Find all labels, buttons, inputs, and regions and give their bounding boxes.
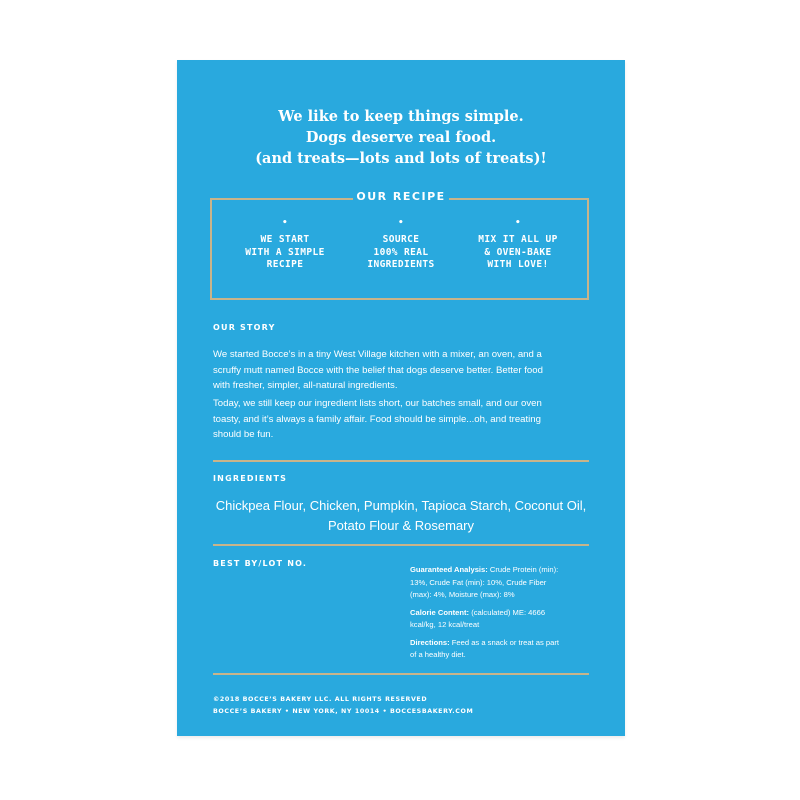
story-paragraph-2: [213, 396, 593, 443]
analysis-line: (max): 4%, Moisture (max): 8%: [410, 590, 515, 599]
recipe-step-3: [458, 218, 578, 272]
calorie-line: (calculated) ME: 4666: [469, 607, 546, 617]
divider: [213, 460, 589, 462]
directions-line: of a healthy diet.: [410, 650, 466, 659]
analysis-line: 13%, Crude Fat (min): 10%, Crude Fiber: [410, 577, 547, 587]
story-paragraph-1: [213, 347, 593, 394]
story-line: with fresher, simpler, all-natural ingredients.: [213, 380, 398, 391]
bullet-dot-icon: •: [398, 218, 404, 228]
step-line: MIX IT ALL UP: [478, 234, 558, 245]
address-text: BOCCE’S BAKERY • NEW YORK, NY 10014 • BOCCESBAKERY.COM: [213, 708, 474, 715]
step-line: WITH LOVE!: [487, 259, 549, 270]
best-by-label: BEST BY/LOT NO.: [213, 559, 308, 568]
analysis-line: Crude Protein (min):: [487, 565, 559, 574]
guaranteed-analysis-label: Guaranteed Analysis:: [410, 565, 488, 574]
tagline-line: We like to keep things simple.: [278, 108, 524, 125]
step-line: SOURCE: [382, 234, 420, 245]
package-back-panel: [177, 60, 625, 736]
directions-label: Directions:: [410, 637, 450, 647]
calorie-content-label: Calorie Content:: [410, 607, 470, 617]
step-line: & OVEN-BAKE: [484, 246, 552, 258]
ingredients-list: [177, 496, 625, 536]
tagline-line: Dogs deserve real food.: [305, 129, 497, 146]
tagline-line: (and treats—lots and lots of treats)!: [255, 150, 547, 167]
step-line: INGREDIENTS: [367, 259, 435, 270]
ingredients-line: Potato Flour & Rosemary: [328, 518, 474, 533]
tagline: [177, 106, 625, 169]
directions-line: Feed as a snack or treat as part: [449, 637, 559, 647]
step-line: RECIPE: [266, 259, 304, 270]
story-line: Today, we still keep our ingredient lists short, our batches small, and our oven: [213, 398, 542, 409]
calorie-line: kcal/kg, 12 kcal/treat: [410, 620, 480, 629]
ingredients-line: Chickpea Flour, Chicken, Pumpkin, Tapioca Starch, Coconut Oil,: [215, 498, 587, 513]
story-line: should be fun.: [213, 429, 274, 440]
recipe-step-2: [341, 218, 461, 272]
nutrition-info: [410, 559, 610, 667]
step-line: WE START: [260, 234, 310, 245]
story-line: We started Bocce’s in a tiny West Village kitchen with a mixer, an oven, and a: [213, 349, 542, 360]
step-line: WITH A SIMPLE: [245, 246, 325, 258]
story-line: toasty, and it’s always a family affair. Food should be simple...oh, and treating: [213, 413, 541, 425]
bullet-dot-icon: •: [515, 218, 521, 228]
recipe-step-1: [225, 218, 345, 272]
copyright-text: ©2018 BOCCE’S BAKERY LLC. ALL RIGHTS RESERVED: [213, 696, 428, 703]
story-heading: OUR STORY: [213, 323, 276, 332]
step-line: 100% REAL: [373, 246, 429, 258]
bullet-dot-icon: •: [282, 218, 288, 228]
divider: [213, 544, 589, 546]
ingredients-heading: INGREDIENTS: [213, 474, 288, 483]
recipe-title: OUR RECIPE: [353, 188, 449, 206]
story-line: scruffy mutt named Bocce with the belief that dogs deserve better. Better food: [213, 364, 543, 376]
footer: [213, 694, 473, 718]
divider: [213, 673, 589, 675]
